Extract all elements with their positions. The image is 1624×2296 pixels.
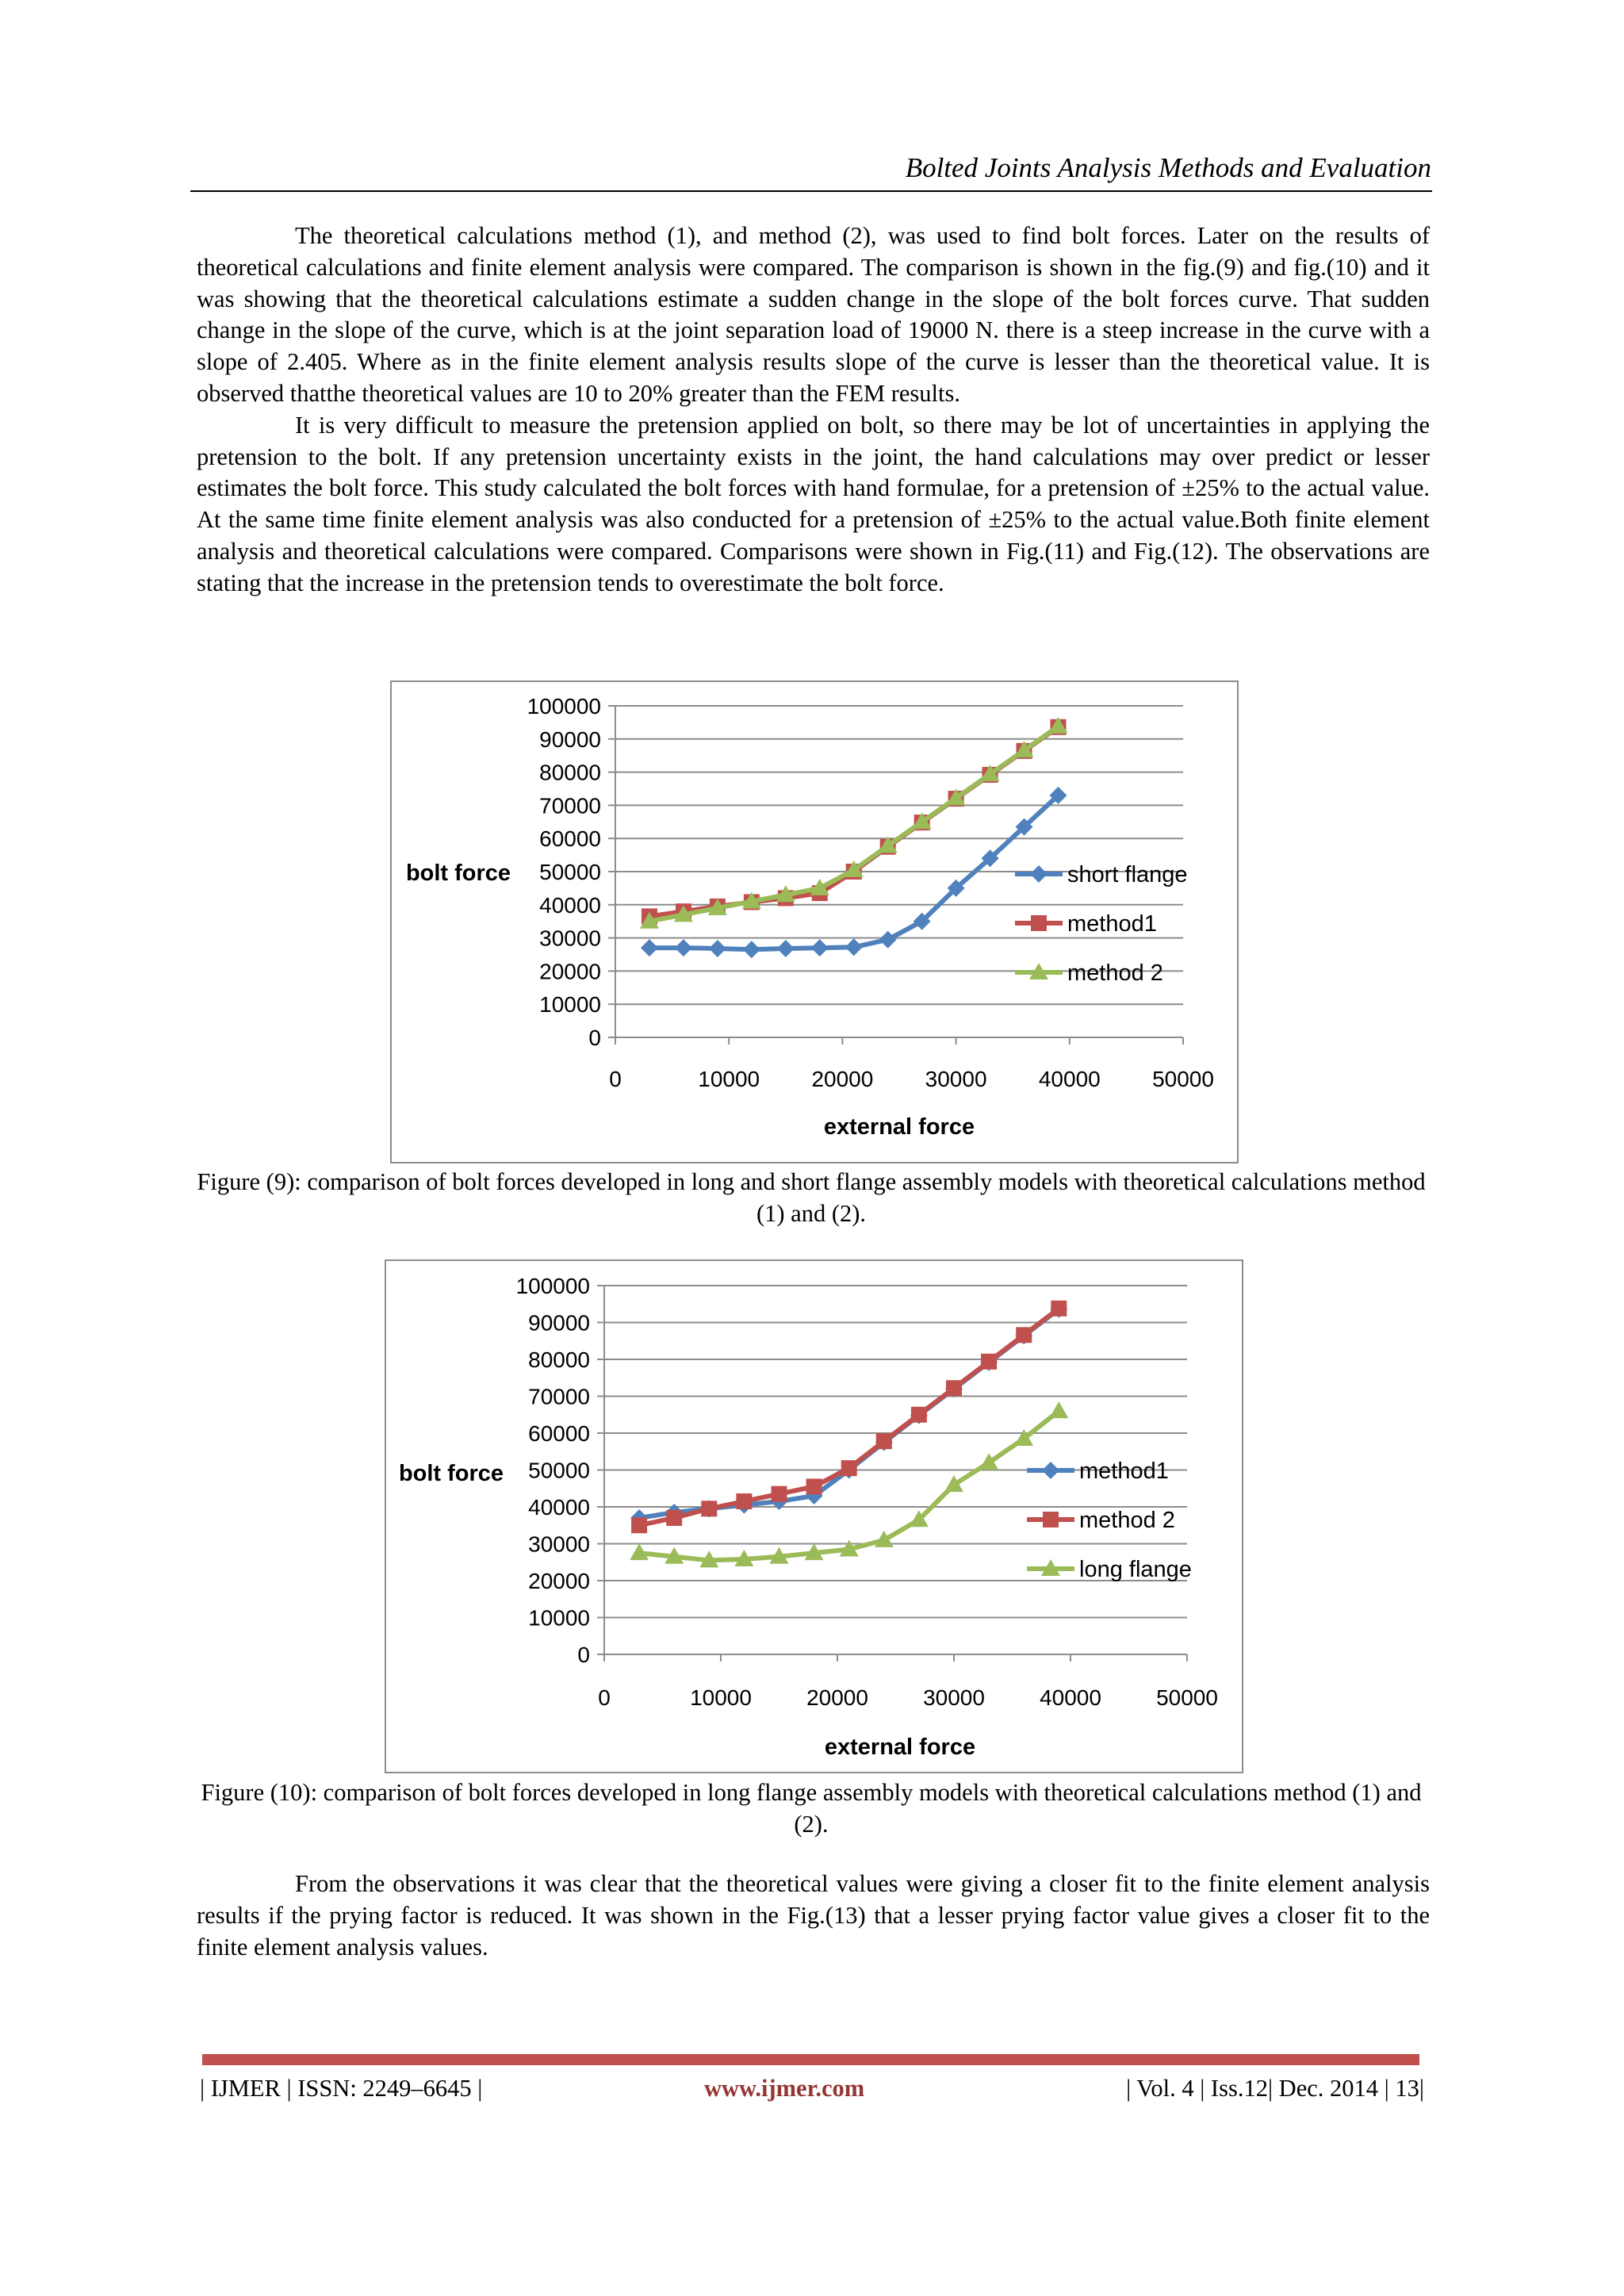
figure-10-chart (385, 1259, 1243, 1773)
data-point (981, 1354, 997, 1370)
x-tick-label: 10000 (690, 1685, 752, 1710)
legend-label: method1 (1067, 911, 1157, 937)
series-line (649, 727, 1059, 917)
data-point (1049, 1401, 1068, 1418)
footer-website-link[interactable]: www.ijmer.com (704, 2075, 865, 2102)
x-tick-label: 30000 (923, 1685, 985, 1710)
y-axis-title: bolt force (405, 861, 511, 886)
data-point (675, 939, 692, 956)
y-tick-label: 80000 (528, 1347, 590, 1372)
y-tick-label: 10000 (528, 1605, 590, 1631)
y-tick-label: 30000 (528, 1531, 590, 1557)
body-text-bottom (197, 1869, 1430, 1963)
y-tick-label: 100000 (515, 1274, 590, 1298)
y-tick-label: 40000 (528, 1495, 590, 1520)
x-tick-label: 50000 (1152, 1067, 1214, 1091)
data-point (845, 938, 863, 956)
data-point (772, 1486, 787, 1502)
data-point (709, 940, 726, 957)
footer-journal-info: | IJMER | ISSN: 2249–6645 | (200, 2075, 483, 2102)
running-header: Bolted Joints Analysis Methods and Evaluation (905, 152, 1431, 183)
paragraph-2: It is very difficult to measure the pretension applied on bolt, so there may be lot of uncertainties in applying the pretension to the bolt. If any pretension uncertainty exists in the joint, the hand calculations may over predict or lesser estimates the bolt force. This study calculated the bolt forces with hand formulae, for a pretension of ±25% to the actual value. At the same time finite element analysis was also conducted for a pretension of ±25% to the actual value.Both finite element analysis and theoretical calculations were compared. Comparisons were shown in Fig.(11) and Fig.(12). The observations are stating that the increase in the pretension tends to overestimate the bolt force. (197, 411, 1430, 596)
header-rule (190, 190, 1432, 192)
legend-label: method 2 (1079, 1508, 1175, 1533)
data-point (879, 931, 897, 949)
footer-issue-info: | Vol. 4 | Iss.12| Dec. 2014 | 13| (1126, 2075, 1424, 2102)
legend-label: method1 (1079, 1458, 1169, 1484)
data-point (946, 1380, 962, 1396)
data-point (777, 940, 795, 957)
legend-swatch-marker (1042, 1462, 1059, 1479)
y-tick-label: 70000 (528, 1384, 590, 1409)
x-tick-label: 20000 (806, 1685, 868, 1710)
y-tick-label: 40000 (539, 892, 601, 918)
y-tick-label: 100000 (527, 694, 601, 719)
data-point (1016, 1327, 1032, 1343)
y-tick-label: 70000 (539, 793, 601, 818)
x-axis-title: external force (823, 1114, 975, 1140)
y-tick-label: 0 (588, 1025, 601, 1050)
y-tick-label: 60000 (539, 826, 601, 852)
legend-label: long flange (1079, 1557, 1192, 1582)
y-tick-label: 20000 (528, 1569, 590, 1593)
y-axis-title: bolt force (398, 1461, 504, 1486)
data-point (811, 939, 829, 956)
y-tick-label: 60000 (528, 1421, 590, 1446)
footer-bar (202, 2054, 1419, 2065)
series-line (639, 1309, 1059, 1525)
y-tick-label: 90000 (539, 726, 601, 752)
x-axis-title: external force (824, 1734, 976, 1760)
y-tick-label: 80000 (539, 760, 601, 785)
body-text-top (197, 220, 1430, 600)
x-tick-label: 20000 (811, 1067, 874, 1091)
y-tick-label: 30000 (539, 926, 601, 951)
data-point (911, 1407, 927, 1423)
data-point (666, 1510, 682, 1526)
series-line (639, 1309, 1059, 1518)
x-tick-label: 0 (609, 1067, 622, 1091)
x-tick-label: 40000 (1040, 1685, 1101, 1710)
data-point (641, 939, 658, 956)
series-line (649, 726, 1059, 922)
paragraph-1: The theoretical calculations method (1), and method (2), was used to find bolt forces. Later on the results of theoretical calculations and finite element analysis were compared. The comparison is shown in the fig.(9) and fig.(10) and it was showing that the theoretical calculations estimate a sudden change in the slope of the bolt forces curve. That sudden change in the slope of the curve, which is at the joint separation load of 19000 N. there is a steep increase in the curve with a slope of 2.405. Where as in the finite element analysis results slope of the curve is lesser than the theoretical value. It is observed thatthe theoretical values are 10 to 20% greater than the FEM results. (197, 222, 1430, 407)
figure-9-caption: Figure (9): comparison of bolt forces developed in long and short flange assembly models with theoretical calculations method (1) and (2). (197, 1168, 1426, 1227)
x-tick-label: 40000 (1038, 1067, 1101, 1091)
y-tick-label: 10000 (539, 992, 601, 1018)
y-tick-label: 0 (577, 1642, 590, 1667)
data-point (701, 1501, 717, 1516)
y-tick-label: 50000 (539, 860, 601, 884)
data-point (743, 941, 760, 958)
x-tick-label: 0 (598, 1685, 611, 1710)
y-tick-label: 20000 (539, 959, 601, 984)
paragraph-3: From the observations it was clear that the theoretical values were giving a closer fit to the finite element analysis results if the prying factor is reduced. It was shown in the Fig.(13) that a lesser prying factor value gives a closer fit to the finite element analysis values. (197, 1870, 1430, 1961)
data-point (841, 1460, 857, 1476)
figure-9-chart (390, 680, 1239, 1163)
data-point (1051, 1301, 1067, 1317)
figure-10-svg (386, 1261, 1242, 1772)
y-tick-label: 50000 (528, 1458, 590, 1483)
legend-label: method 2 (1067, 960, 1163, 986)
legend-swatch-marker (1031, 915, 1047, 931)
data-point (806, 1478, 822, 1494)
data-point (876, 1433, 892, 1449)
data-point (736, 1493, 752, 1509)
data-point (631, 1517, 647, 1533)
legend-label: short flange (1067, 862, 1188, 887)
legend-swatch-marker (1043, 1512, 1059, 1527)
y-tick-label: 90000 (528, 1310, 590, 1336)
figure-9-svg (392, 682, 1237, 1162)
legend-swatch-marker (1030, 865, 1048, 883)
figure-10-caption: Figure (10): comparison of bolt forces developed in long flange assembly models with theoretical calculations method (1) and (2). (201, 1779, 1422, 1838)
x-tick-label: 50000 (1156, 1685, 1218, 1710)
x-tick-label: 10000 (698, 1067, 760, 1091)
x-tick-label: 30000 (925, 1067, 987, 1091)
